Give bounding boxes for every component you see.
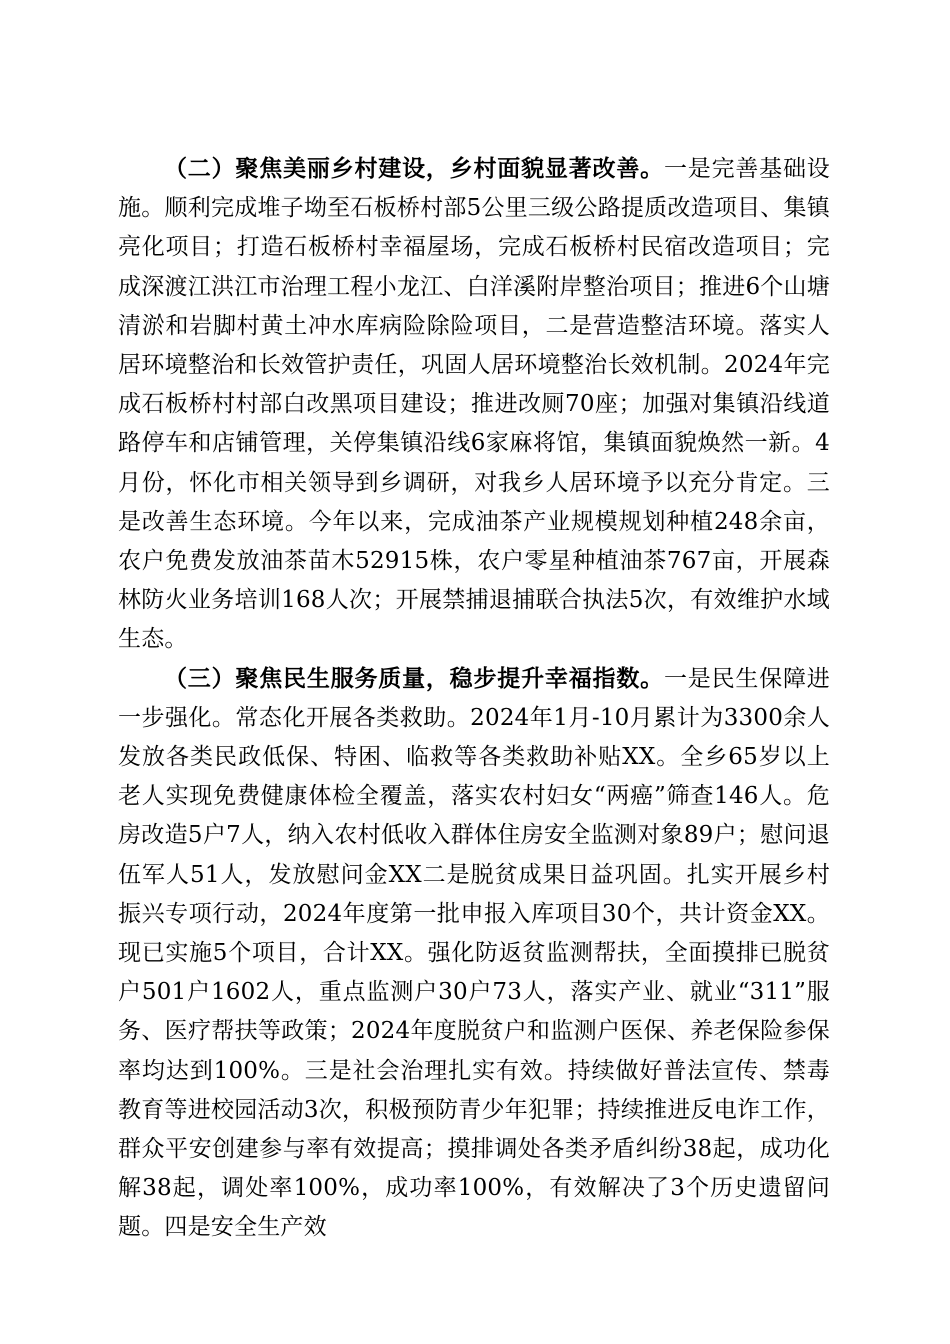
paragraph-body: 一是完善基础设施。顺利完成堆子坳至石板桥村部5公里三级公路提质改造项目、集镇亮化项目；打造石板桥村幸福屋场，完成石板桥村民宿改造项目；完成深渡江洪江市治理工程小龙江、白洋溪附岸整治项目；推进6个山塘清淤和岩脚村黄土冲水库病险除险项目，二是营造整洁环境。落实人居环境整治和长效管护责任，巩固人居环境整治长效机制。2024年完成石板桥村村部白改黑项目建设；推进改厕70座；加强对集镇沿线道路停车和店铺管理，关停集镇沿线6家麻将馆，集镇面貌焕然一新。4月份，怀化市相关领导到乡调研，对我乡人居环境予以充分肯定。三是改善生态环境。今年以来，完成油茶产业规模规划种植248余亩，农户免费发放油茶苗木52915株，农户零星种植油茶767亩，开展森林防火业务培训168人次；开展禁捕退捕联合执法5次，有效维护水域生态。 [118,156,830,653]
paragraph-heading: （二）聚焦美丽乡村建设，乡村面貌显著改善。 [164,156,664,182]
paragraph-rural-construction [118,150,830,660]
paragraph-livelihood-services [118,660,830,1248]
paragraph-body: 一是民生保障进一步强化。常态化开展各类救助。2024年1月-10月累计为3300余人发放各类民政低保、特困、临救等各类救助补贴XX。全乡65岁以上老人实现免费健康体检全覆盖，落实农村妇女“两癌”筛查146人。危房改造5户7人，纳入农村低收入群体住房安全监测对象89户；慰问退伍军人51人，发放慰问金XX二是脱贫成果日益巩固。扎实开展乡村振兴专项行动，2024年度第一批申报入库项目30个，共计资金XX。现已实施5个项目，合计XX。强化防返贫监测帮扶，全面摸排已脱贫户501户1602人，重点监测户30户73人，落实产业、就业“311”服务、医疗帮扶等政策；2024年度脱贫户和监测户医保、养老保险参保率均达到100%。三是社会治理扎实有效。持续做好普法宣传、禁毒教育等进校园活动3次，积极预防青少年犯罪；持续推进反电诈工作，群众平安创建参与率有效提高；摸排调处各类矛盾纠纷38起，成功化解38起，调处率100%，成功率100%，有效解决了3个历史遗留问题。四是安全生产效 [118,665,830,1241]
paragraph-heading: （三）聚焦民生服务质量，稳步提升幸福指数。 [164,665,664,692]
document-page [118,150,830,1248]
